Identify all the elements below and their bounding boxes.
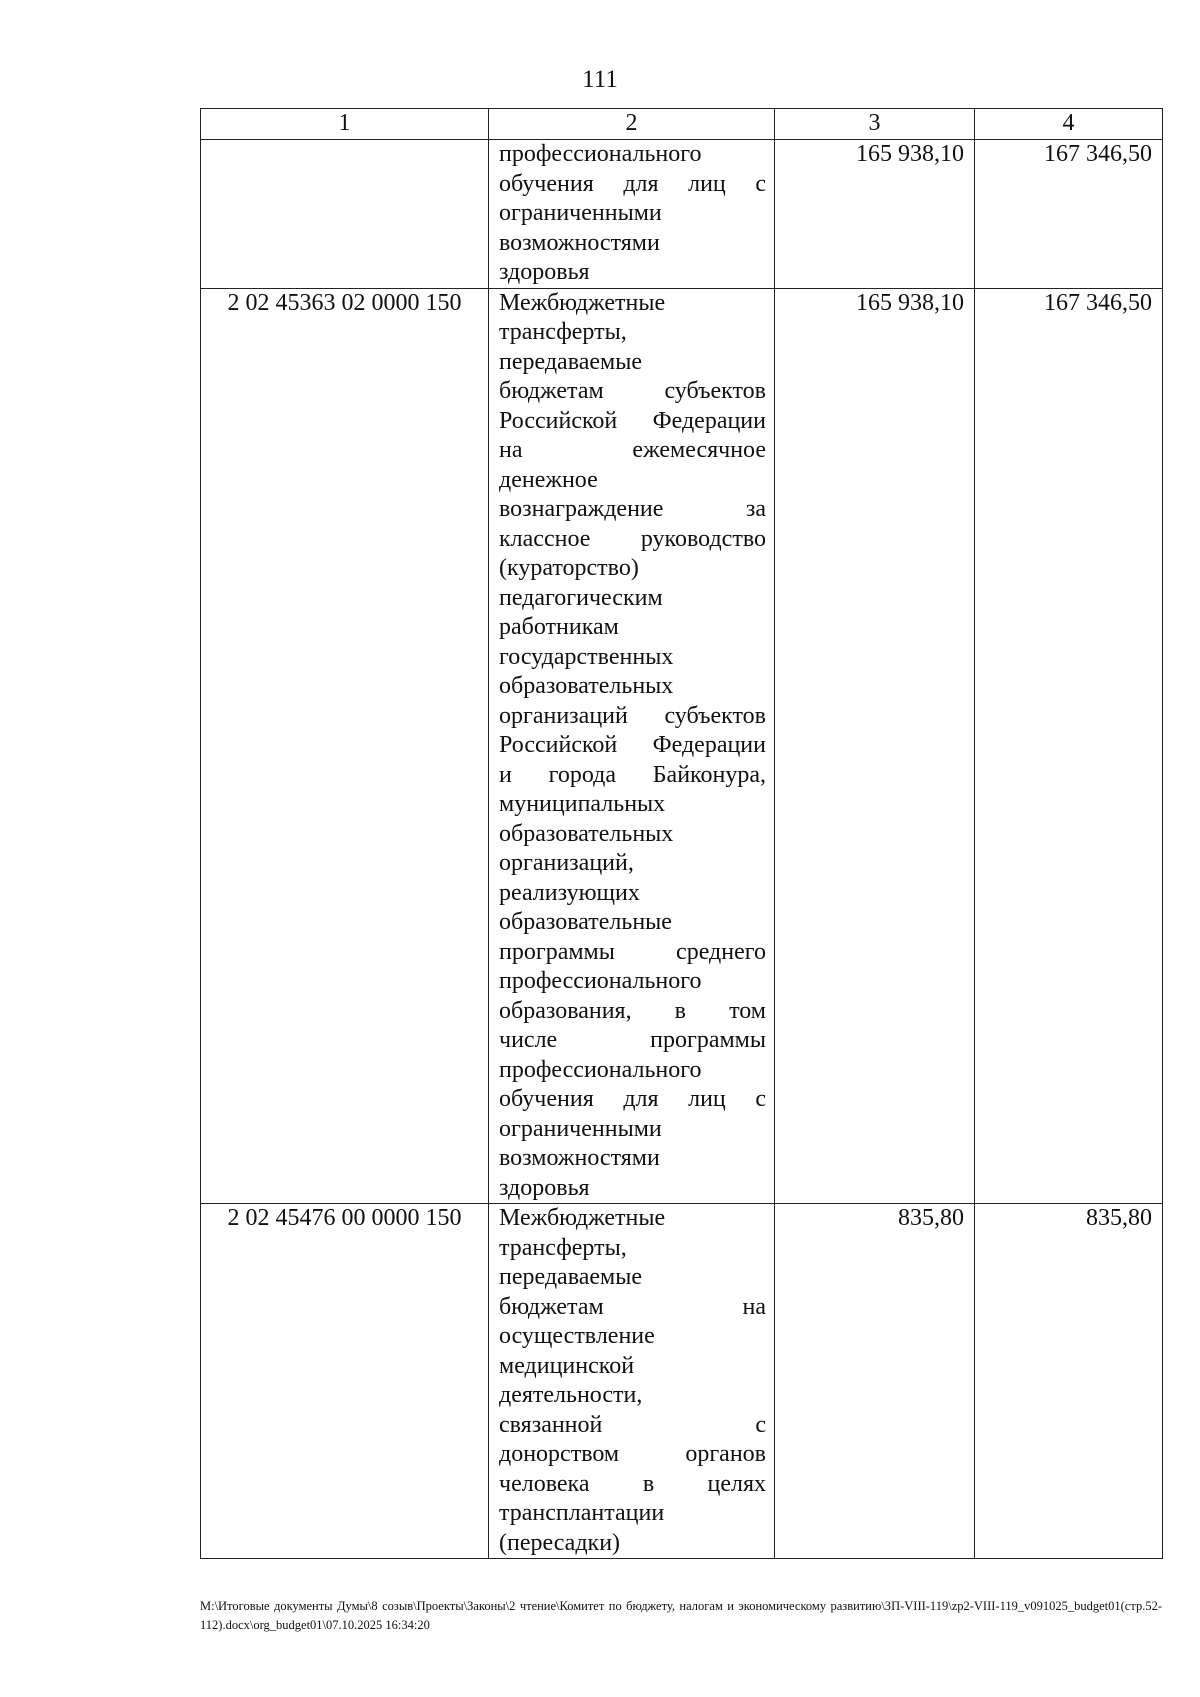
description-line: числе программы [499, 1027, 766, 1053]
description-line: передаваемые [499, 1264, 642, 1290]
column-header-4: 4 [975, 109, 1163, 140]
file-path-footer: M:\Итоговые документы Думы\8 созыв\Проекты\Законы\2 чтение\Комитет по бюджету, налогам и экономическому развитию\ЗП-VIII-119\zp2-VIII-119_v091025_budget01(стр.52-112).docx\org_budget01\07.10.2025 16:34:20 [200, 1599, 1162, 1632]
description-line: обучения для лиц с [499, 170, 766, 197]
amount-cell-col4: 167 346,50 [975, 140, 1163, 289]
description-line: классное руководство [499, 525, 766, 552]
budget-code-cell: 2 02 45476 00 0000 150 [201, 1204, 489, 1559]
description-cell [489, 288, 775, 1204]
description-line: связанной с [499, 1411, 766, 1438]
description-line: образовательных [499, 820, 674, 847]
amount-cell-col3: 835,80 [775, 1204, 975, 1559]
description-line: и города Байконура, [499, 761, 766, 788]
amount-cell-col4: 835,80 [975, 1204, 1163, 1559]
description-line: возможностями [499, 229, 660, 256]
description-line: вознаграждение за [499, 496, 766, 522]
description-line: Российской Федерации [499, 732, 766, 758]
description-line: профессионального [499, 1056, 702, 1083]
description-line: образования, в том [499, 997, 766, 1024]
table-header-row [201, 109, 1163, 140]
description-line: здоровья [499, 259, 590, 285]
table-row [201, 140, 1163, 289]
description-line: реализующих [499, 879, 640, 906]
description-line: человека в целях [499, 1470, 766, 1497]
description-line: на ежемесячное [499, 437, 766, 463]
budget-code-cell: 2 02 45363 02 0000 150 [201, 288, 489, 1204]
description-line: ограниченными [499, 200, 662, 226]
description-line: бюджетам субъектов [499, 378, 766, 404]
description-line: донорством органов [499, 1441, 766, 1467]
description-line: профессионального [499, 968, 702, 994]
description-line: государственных [499, 643, 674, 670]
description-line: трансферты, [499, 319, 627, 345]
amount-cell-col4: 167 346,50 [975, 288, 1163, 1204]
description-line: трансферты, [499, 1234, 627, 1261]
description-cell [489, 1204, 775, 1559]
column-header-2: 2 [489, 109, 775, 140]
description-line: обучения для лиц с [499, 1086, 766, 1112]
amount-cell-col3: 165 938,10 [775, 288, 975, 1204]
description-line: трансплантации [499, 1500, 665, 1526]
table-row [201, 288, 1163, 1204]
description-line: организаций, [499, 850, 634, 876]
description-line: образовательных [499, 673, 674, 699]
description-line: возможностями [499, 1145, 660, 1171]
column-header-3: 3 [775, 109, 975, 140]
amount-cell-col3: 165 938,10 [775, 140, 975, 289]
description-line: медицинской [499, 1352, 635, 1379]
description-line: здоровья [499, 1174, 590, 1201]
description-line: осуществление [499, 1323, 655, 1349]
description-line: деятельности, [499, 1382, 643, 1408]
description-line: Российской Федерации [499, 407, 766, 434]
budget-code-cell [201, 140, 489, 289]
table-body [201, 140, 1163, 1559]
description-line: организаций субъектов [499, 702, 766, 729]
description-line: ограниченными [499, 1115, 662, 1142]
page-number: 111 [582, 66, 618, 93]
description-line: бюджетам на [499, 1293, 766, 1320]
description-cell [489, 140, 775, 289]
description-line: работникам [499, 614, 619, 640]
description-line: Межбюджетные [499, 289, 666, 316]
description-line: муниципальных [499, 791, 666, 817]
table-row [201, 1204, 1163, 1559]
description-line: (пересадки) [499, 1529, 621, 1556]
description-line: передаваемые [499, 348, 642, 375]
column-header-1: 1 [201, 109, 489, 140]
description-line: программы среднего [499, 938, 766, 965]
budget-table [200, 108, 1163, 1559]
description-line: денежное [499, 466, 598, 493]
description-line: профессионального [499, 141, 702, 167]
description-line: образовательные [499, 909, 672, 935]
description-line: педагогическим [499, 584, 663, 611]
description-line: (кураторство) [499, 555, 639, 581]
description-line: Межбюджетные [499, 1205, 666, 1231]
